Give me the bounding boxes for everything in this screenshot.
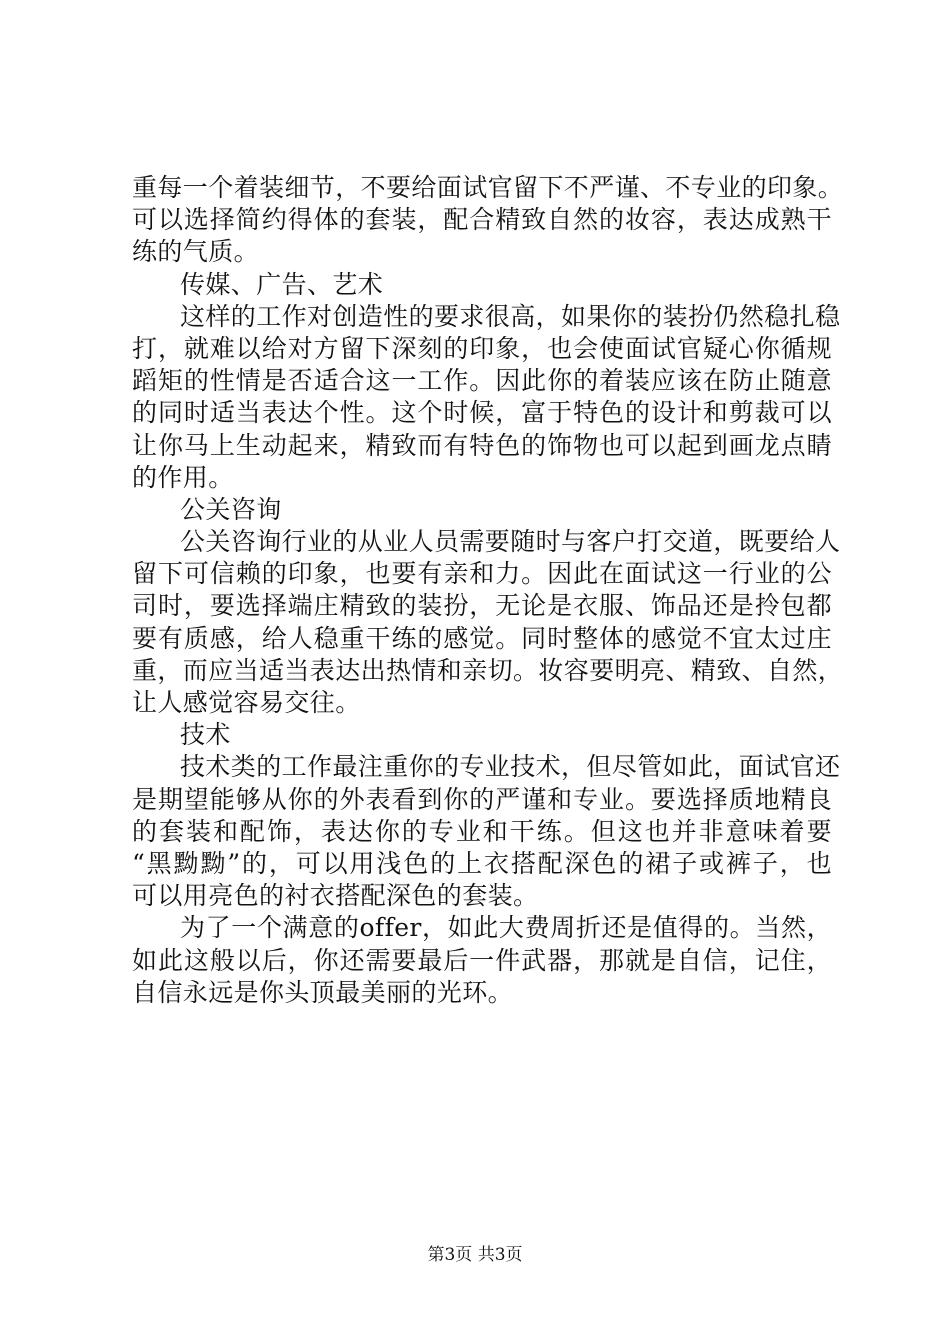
text-line: 的同时适当表达个性。这个时候，富于特色的设计和剪裁可以 <box>132 398 832 428</box>
page-footer: 第3页 共3页 <box>427 1245 523 1265</box>
text-line: 如此这般以后，你还需要最后一件武器，那就是自信，记住， <box>132 945 832 975</box>
text-line: 为了一个满意的offer，如此大费周折还是值得的。当然， <box>180 913 832 943</box>
text-line: 可以用亮色的衬衣搭配深色的套装。 <box>132 881 539 911</box>
text-line: 要有质感，给人稳重干练的感觉。同时整体的感觉不宜太过庄 <box>132 623 832 653</box>
text-line: 练的气质。 <box>132 237 260 267</box>
text-line: 技术类的工作最注重你的专业技术，但尽管如此，面试官还 <box>180 752 841 782</box>
text-line: 蹈矩的性情是否适合这一工作。因此你的着装应该在防止随意 <box>132 366 832 396</box>
text-line: 公关咨询行业的从业人员需要随时与客户打交道，既要给人 <box>180 527 841 557</box>
section-heading: 公关咨询 <box>180 494 282 524</box>
text-line: “黑黝黝”的，可以用浅色的上衣搭配深色的裙子或裤子，也 <box>132 848 832 878</box>
text-line: 可以选择简约得体的套装，配合精致自然的妆容，表达成熟干 <box>132 205 832 235</box>
text-line: 的套装和配饰，表达你的专业和干练。但这也并非意味着要 <box>132 816 832 846</box>
text-line: 让你马上生动起来，精致而有特色的饰物也可以起到画龙点睛 <box>132 430 832 460</box>
text-line: 的作用。 <box>132 462 234 492</box>
body-text <box>132 172 844 1009</box>
text-line: 这样的工作对创造性的要求很高，如果你的装扮仍然稳扎稳 <box>180 301 841 331</box>
text-line: 打，就难以给对方留下深刻的印象，也会使面试官疑心你循规 <box>132 333 832 363</box>
text-line: 留下可信赖的印象，也要有亲和力。因此在面试这一行业的公 <box>132 559 832 589</box>
text-line: 司时，要选择端庄精致的装扮，无论是衣服、饰品还是拎包都 <box>132 591 832 621</box>
text-line: 自信永远是你头顶最美丽的光环。 <box>132 977 514 1007</box>
section-heading: 传媒、广告、艺术 <box>180 269 384 299</box>
text-line: 重每一个着装细节，不要给面试官留下不严谨、不专业的印象。 <box>132 173 844 202</box>
text-line: 重，而应当适当表达出热情和亲切。妆容要明亮、精致、自然， <box>132 655 844 685</box>
text-line: 是期望能够从你的外表看到你的严谨和专业。要选择质地精良 <box>132 784 832 814</box>
text-line: 让人感觉容易交往。 <box>132 688 361 717</box>
section-heading: 技术 <box>180 720 231 750</box>
